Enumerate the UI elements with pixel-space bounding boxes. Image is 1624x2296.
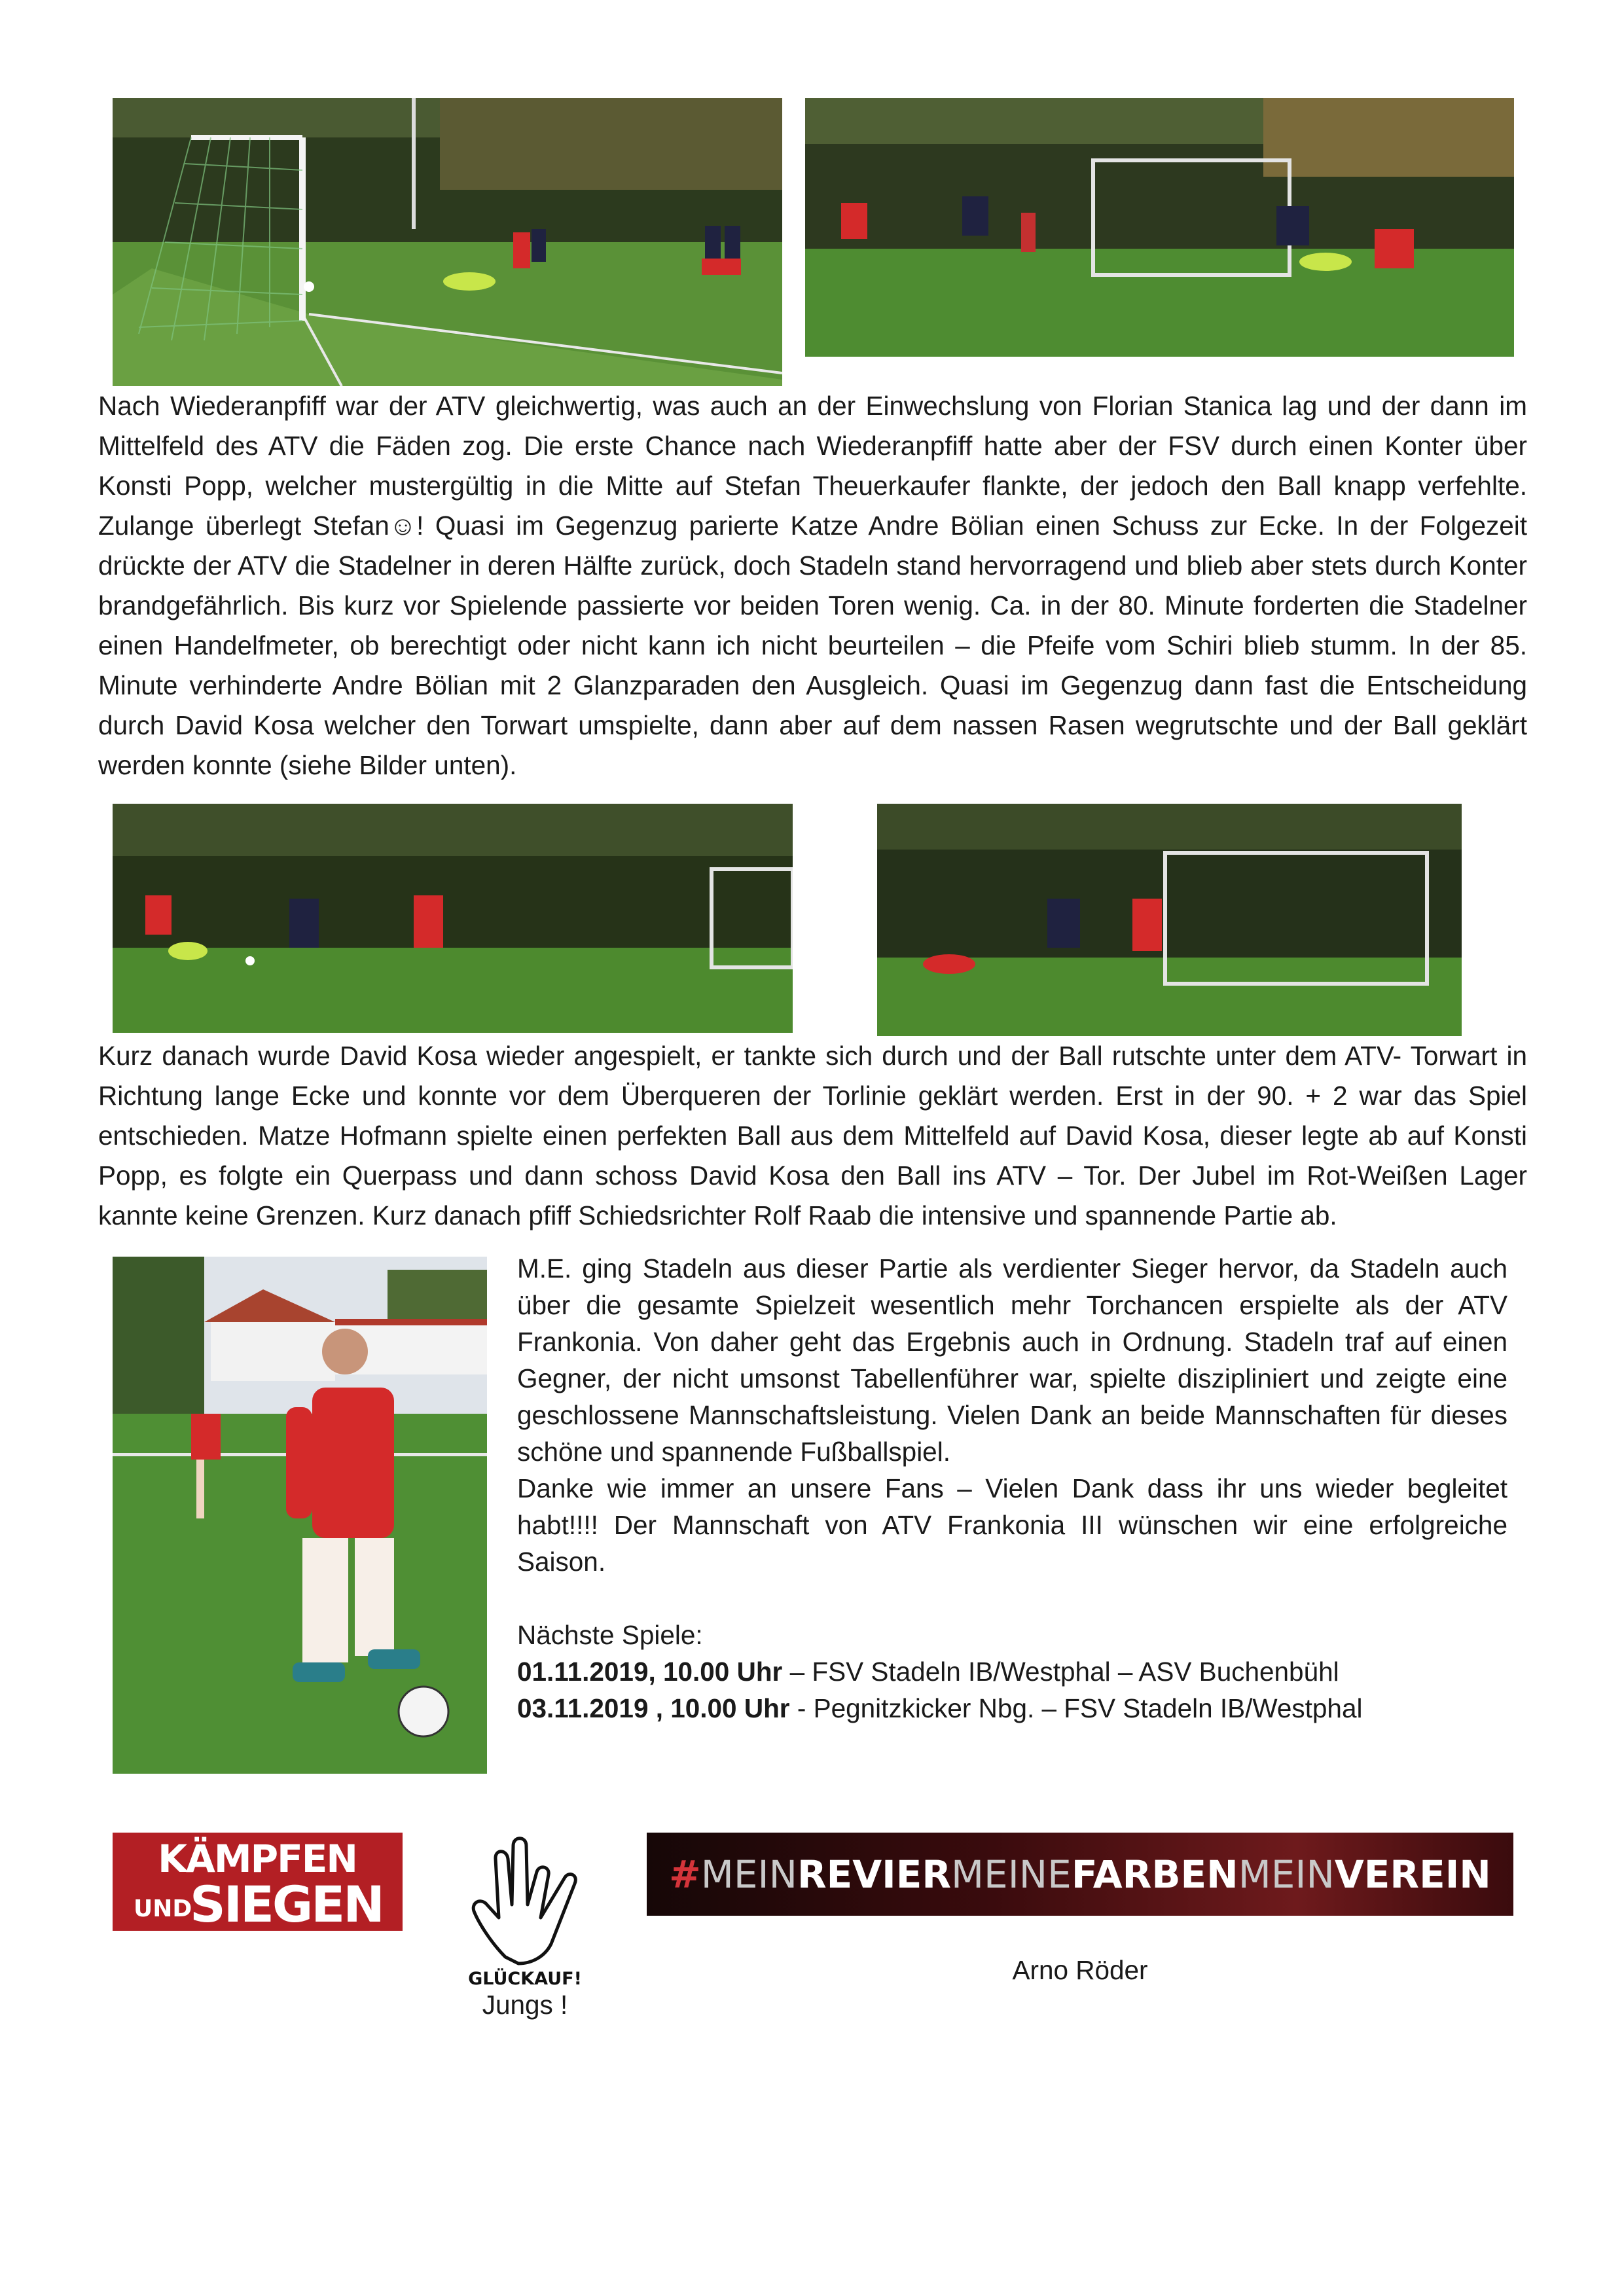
photo-attack-right-goal — [113, 804, 793, 1033]
banner-part-1: MEIN — [700, 1852, 797, 1897]
logo-text-gluckauf: GLÜCKAUF! — [468, 1969, 582, 1989]
hand-icon — [473, 1839, 575, 1964]
gluckauf-hand-logo — [466, 1833, 584, 1990]
next-game-2-date: 03.11.2019 , 10.00 Uhr — [517, 1693, 790, 1723]
banner-part-5: MEIN — [1238, 1852, 1335, 1897]
photo-player-with-ball — [113, 1257, 487, 1774]
banner-part-2: REVIER — [797, 1852, 951, 1897]
closing-text-block — [517, 1250, 1507, 1727]
mein-revier-banner — [647, 1833, 1513, 1916]
banner-part-3: MEINE — [951, 1852, 1072, 1897]
paragraph-verdict: M.E. ging Stadeln aus dieser Partie als verdienter Sieger hervor, da Stadeln auch über die gesamte Spielzeit wesentlich mehr Torchancen erspielte als der ATV Frankonia. Von daher geht das Ergebnis auch in Ordnung. Stadeln traf auf einen Gegner, der nicht umsonst Tabellenführer war, spielte diszipliniert und zeigte eine geschlossene Mannschaftsleistung. Vielen Dank an beide Mannschaften für dieses schöne und spannende Fußballspiel. — [517, 1253, 1507, 1467]
spacer — [517, 1580, 1507, 1617]
next-game-1-date: 01.11.2019, 10.00 Uhr — [517, 1657, 783, 1687]
paragraph-thanks: Danke wie immer an unsere Fans – Vielen Dank dass ihr uns wieder begleitet habt!!!! Der Mannschaft von ATV Frankonia III wünschen wir eine erfolgreiche Saison. — [517, 1473, 1507, 1577]
photo-goal-left-dive — [113, 98, 782, 386]
next-game-2-text: - Pegnitzkicker Nbg. – FSV Stadeln IB/Westphal — [789, 1693, 1363, 1723]
banner-part-4: FARBEN — [1071, 1852, 1238, 1897]
next-game-2 — [517, 1690, 1507, 1727]
paragraph-winning-goal: Kurz danach wurde David Kosa wieder angespielt, er tankte sich durch und der Ball rutschte unter dem ATV- Torwart in Richtung lange Ecke und konnte vor dem Überqueren der Torlinie geklärt werden. Erst in der 90. + 2 war das Spiel entschieden. Matze Hofmann spielte einen perfekten Ball aus dem Mittelfeld auf David Kosa, dieser legte ab auf Konsti Popp, es folgte ein Querpass und dann schoss David Kosa den Ball ins ATV – Tor. Der Jubel im Rot-Weißen Lager kannte keine Grenzen. Kurz danach pfiff Schiedsrichter Rolf Raab die intensive und spannende Partie ab. — [98, 1041, 1527, 1230]
next-games-heading: Nächste Spiele: — [517, 1620, 703, 1650]
next-game-1-text: – FSV Stadeln IB/Westphal – ASV Buchenbühl — [782, 1657, 1339, 1687]
banner-hash: # — [669, 1852, 701, 1897]
paragraph-second-half: Nach Wiederanpfiff war der ATV gleichwertig, was auch an der Einwechslung von Florian Stanica lag und der dann im Mittelfeld des ATV die Fäden zog. Die erste Chance nach Wiederanpfiff hatte aber der FSV durch einen Konter über Konsti Popp, welcher mustergültig in die Mitte auf Stefan Theuerkaufer flankte, der jedoch den Ball knapp verfehlte. Zulange überlegt Stefan☺! Quasi im Gegenzug parierte Katze Andre Bölian einen Schuss zur Ecke. In der Folgezeit drückte der ATV die Stadelner in deren Hälfte zurück, doch Stadeln stand hervorragend und blieb aber stets durch Konter brandgefährlich. Bis kurz vor Spielende passierte vor beiden Toren wenig. Ca. in der 80. Minute forderten die Stadelner einen Handelfmeter, ob berechtigt oder nicht kann ich nicht beurteilen – die Pfeife vom Schiri blieb stumm. In der 85. Minute verhinderte Andre Bölian mit 2 Glanzparaden den Ausgleich. Quasi im Gegenzug dann fast die Entscheidung durch David Kosa welcher den Torwart umspielte, dann aber auf dem nassen Rasen wegrutschte und der Ball geklärt werden konnte (siehe Bilder unten). — [98, 391, 1527, 780]
logo-text-und: UND — [134, 1895, 192, 1922]
kampfen-und-siegen-logo — [113, 1833, 403, 1931]
author-name: Arno Röder — [1012, 1955, 1148, 1985]
jungs-caption: Jungs ! — [482, 1990, 568, 2020]
next-game-1 — [517, 1653, 1507, 1690]
logo-text-kampfen: KÄMPFEN — [158, 1837, 357, 1881]
photo-goal-center-attack — [805, 98, 1514, 357]
logo-text-siegen: SIEGEN — [190, 1875, 383, 1931]
banner-part-6: VEREIN — [1334, 1852, 1491, 1897]
photo-keeper-slide — [877, 804, 1462, 1036]
